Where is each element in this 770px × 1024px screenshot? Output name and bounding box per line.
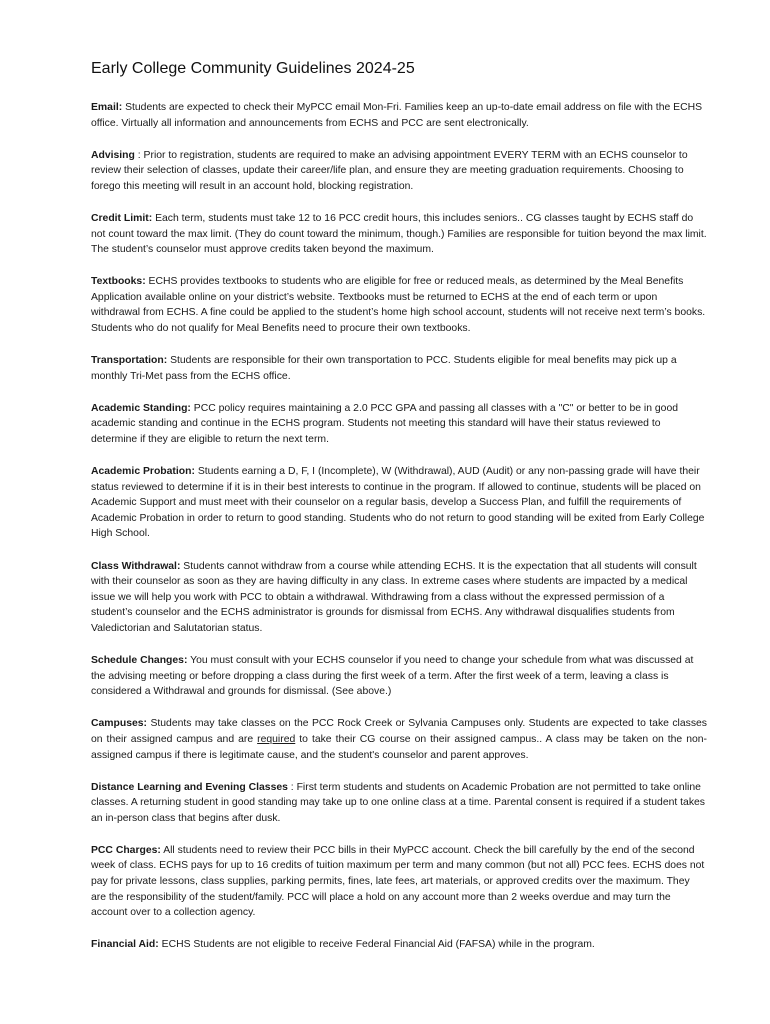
section-label: Class Withdrawal: [91, 560, 181, 572]
section-advising [91, 148, 707, 195]
section-academic-standing [91, 401, 707, 448]
section-text: PCC policy requires maintaining a 2.0 PCC GPA and passing all classes with a "C" or better to be in good academic standing and continue in the ECHS program. Students not meeting this standard will have their status reviewed to determine if they are eligible to return the next term. [91, 402, 679, 445]
section-academic-probation [91, 464, 707, 542]
section-label: Credit Limit: [91, 212, 153, 224]
section-text: Students are expected to check their MyPCC email Mon-Fri. Families keep an up-to-date email address on file with the ECHS office. Virtually all information and announcements from ECHS and PCC are sent electronically. [91, 102, 703, 129]
section-text: : First term students and students on Academic Probation are not permitted to take online classes. A returning student in good standing may take up to one online class at a time. Parental consent is required if a student takes an in-person class that begins after dusk. [91, 781, 705, 824]
section-text: All students need to review their PCC bills in their MyPCC account. Check the bill carefully by the end of the second week of class. ECHS pays for up to 16 credits of tuition maximum per term and many common (but not all) PCC fees. ECHS does not pay for private lessons, class supplies, parking permits, fines, late fees, art materials, or approved credits over the maximum. They are the responsibility of the student/family. PCC will place a hold on any account more than 2 weeks overdue and may turn the account over to a collection agency. [91, 844, 705, 919]
section-label: Academic Probation: [91, 466, 195, 478]
section-pcc-charges [91, 843, 707, 921]
section-text: Students are responsible for their own transportation to PCC. Students eligible for meal benefits may pick up a monthly Tri-Met pass from the ECHS office. [91, 355, 677, 382]
section-label: Email: [91, 102, 123, 113]
document-page [91, 58, 707, 969]
underlined-word: required [257, 733, 296, 745]
section-textbooks [91, 274, 707, 336]
section-text: Each term, students must take 12 to 16 PCC credit hours, this includes seniors.. CG classes taught by ECHS staff do not count toward the max limit. (They do count toward the minimum, though.) Families are responsible for tuition beyond the max limit. The student’s counselor must approve credits taken beyond the maximum. [91, 212, 707, 256]
section-label: Campuses: [91, 718, 148, 730]
section-label: Textbooks: [91, 276, 146, 288]
document-title: Early College Community Guidelines 2024-25 [91, 60, 415, 77]
section-text: ECHS Students are not eligible to receive Federal Financial Aid (FAFSA) while in the program. [158, 939, 595, 951]
section-schedule-changes [91, 653, 707, 700]
section-label: Academic Standing: [91, 402, 191, 414]
section-label: Distance Learning and Evening Classes [91, 781, 288, 793]
section-campuses [91, 716, 707, 763]
section-credit-limit [91, 211, 707, 258]
section-financial-aid [91, 937, 707, 953]
section-label: Transportation: [91, 355, 168, 367]
section-label: Financial Aid: [91, 939, 159, 951]
section-text: to take their CG course on their assigned campus.. A class may be taken on the non-assigned campus if there is legitimate cause, and the student's counselor and parent approves. [91, 733, 708, 761]
section-text: Students may take classes on the PCC Rock Creek or Sylvania Campuses only. Students are expected to take classes on their assigned campus and are [91, 718, 707, 745]
section-text: : Prior to registration, students are required to make an advising appointment EVERY TERM with an ECHS counselor to review their selection of classes, update their career/life plan, and ensure they are meeting graduation requirements. Choosing to forego this meeting will result in an account hold, blocking registration. [91, 149, 688, 192]
section-class-withdrawal [91, 559, 707, 637]
section-email [91, 100, 707, 131]
section-transportation [91, 353, 707, 384]
section-text: Students cannot withdraw from a course while attending ECHS. It is the expectation that all students will consult with their counselor as soon as they are having difficulty in any class. In extreme cases where students are impacted by a medical issue we will help you work with PCC to obtain a withdrawal. Withdrawing from a class without the expressed permission of a student’s counselor and the ECHS administrator is grounds for dismissal from ECHS. Any withdrawal disqualifies students from Valedictorian and Salutatorian status. [91, 560, 697, 634]
section-distance-learning [91, 780, 707, 827]
section-label: Advising [91, 149, 135, 161]
section-label: PCC Charges: [91, 844, 161, 856]
section-text: ECHS provides textbooks to students who are eligible for free or reduced meals, as determined by the Meal Benefits Application available online on your district’s website. Textbooks must be returned to ECHS at the end of each term or upon withdrawal from ECHS. A fine could be applied to the student’s home high school account, students will not receive next term’s books. Students who do not qualify for Meal Benefits need to procure their own textbooks. [91, 276, 706, 335]
section-text: Students earning a D, F, I (Incomplete), W (Withdrawal), AUD (Audit) or any non-passing grade will have their status reviewed to determine if it is in their best interests to continue in the program. If allowed to continue, students will be placed on Academic Support and must meet with their counselor on a regular basis, develop a Success Plan, and fulfill the requirements of Academic Probation in order to return to good standing. Students who do not return to good standing will be exited from Early College High School. [91, 466, 705, 540]
section-text: You must consult with your ECHS counselor if you need to change your schedule from what was discussed at the advising meeting or before dropping a class during the first week of a term. After the first week of a term, leaving a class is considered a Withdrawal and grounds for dismissal. (See above.) [91, 655, 694, 698]
section-label: Schedule Changes: [91, 655, 188, 667]
